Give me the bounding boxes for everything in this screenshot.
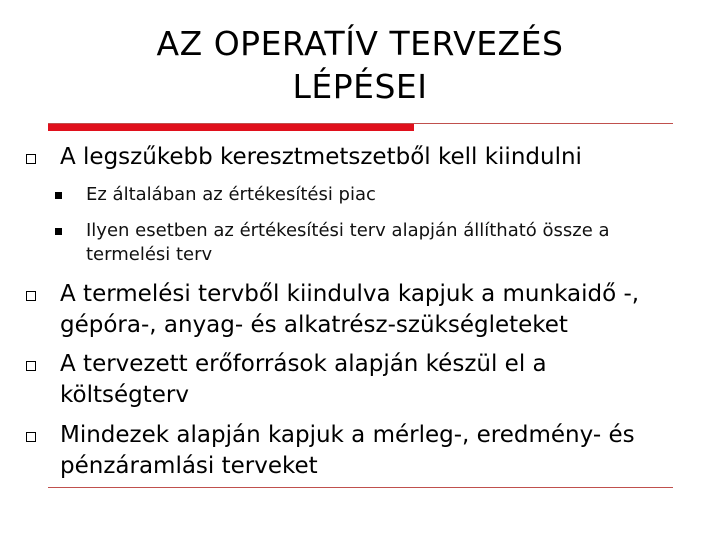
slide-title (60, 22, 660, 108)
bottom-divider (48, 487, 673, 488)
title-divider-accent (48, 124, 414, 131)
bullet-item-1: A legszűkebb keresztmetszetből kell kiindulni (60, 144, 582, 170)
filled-square-icon (55, 228, 62, 235)
hollow-square-icon (26, 154, 36, 164)
bullet-item-4: Mindezek alapján kapjuk a mérleg-, eredmény- és pénzáramlási terveket (60, 422, 635, 479)
title-line-2: LÉPÉSEI (292, 67, 428, 106)
hollow-square-icon (26, 432, 36, 442)
title-line-1: AZ OPERATÍV TERVEZÉS (156, 24, 564, 63)
hollow-square-icon (26, 291, 36, 301)
sub-bullet-item-1-2: Ilyen esetben az értékesítési terv alapján állítható össze a termelési terv (86, 220, 610, 265)
filled-square-icon (55, 192, 62, 199)
sub-bullet-item-1-1: Ez általában az értékesítési piac (86, 184, 376, 205)
bullet-item-2: A termelési tervből kiindulva kapjuk a munkaidő -, gépóra-, anyag- és alkatrész-szükségleteket (60, 281, 640, 338)
hollow-square-icon (26, 361, 36, 371)
bullet-item-3: A tervezett erőforrások alapján készül el a költségterv (60, 351, 547, 408)
